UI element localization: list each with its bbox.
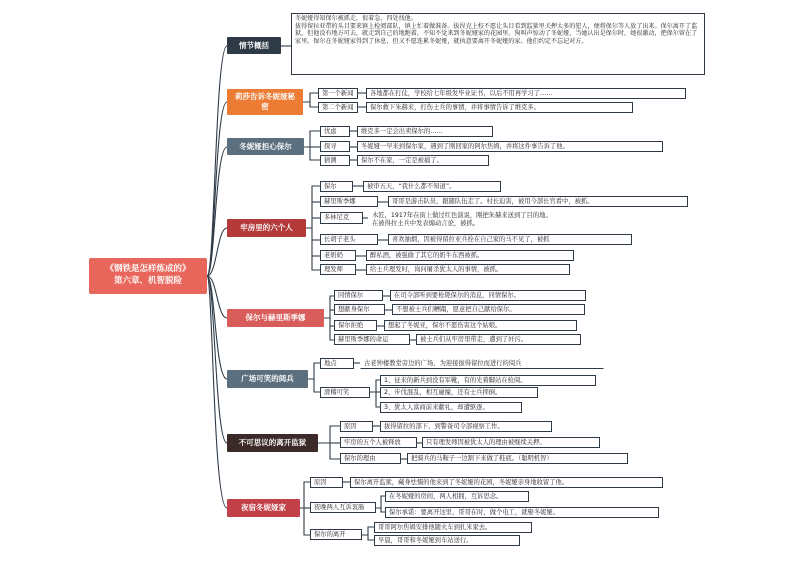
lisa-news-1-value: 各地都在打仗，学校给七年级发毕业证书，以后不用再学习了…… [366,88,686,99]
night-leave-item-1: 哥哥阿尔焦姆安排他随火车到扎米家去。 [374,522,532,533]
branch-worry: 冬妮娅担心保尔 [227,138,304,155]
paul-refuses-key: 保尔拒绝 [334,320,377,331]
christina-offer-value: 不想被士兵们糟蹋，愿意把自己献给保尔。 [392,304,585,315]
leave-reason-key: 原因 [340,421,373,432]
branch-plot-summary: 情节概括 [227,37,281,54]
branch-lisa-secret-label: 莉莎告诉冬妮娅秘密 [235,92,295,111]
parade-funny-item-3: 3、犹太人富商前来献礼，却遭驱逐。 [380,402,522,413]
prisoner-old-woman-key: 老奶奶 [320,250,356,261]
night-reason-key: 原因 [310,477,343,488]
root-title-line2: 第六章、机智脱险 [113,276,182,286]
parade-funny-item-2: 2、步伐混乱，相互碰撞，还有士兵摔倒。 [380,387,538,398]
worry-search-key: 探寻 [320,141,350,152]
prisoner-dolinik-key: 多林尼克 [320,212,363,224]
lisa-news-2-key: 第二个新闻 [318,102,358,113]
plot-summary-text: 冬妮娅得知保尔被抓走，很着急，四处找他。 拔得留拉亚带的头目要来镇上检阅部队，镇上忙着做准备。拔涅克上校不愿让头目看到监狱里关押太多的犯人，便将保尔等人放了出来。保尔离开了监狱，但他没有地方可去，就走到自己的地跑着，不知不觉来到冬妮娅家的花园里。狗叫声惊动了冬妮娅，当她认出是保尔时，她很激动，把保尔留在了家里。保尔在冬妮娅家得到了休息，但又不愿连累冬妮娅，就执意要离开冬妮娅的家。他们约定不忘记对方。 [291,13,705,75]
prisoner-old-man-value: 喜欢抽烟，因被得留拉亚兵拴在自己家的马不见了，被抓 [388,234,632,245]
night-reason-value: 保尔离开监狱，藏身怯懦的他来到了冬妮娅的花园，冬妮娅亲身地收留了他。 [350,477,663,488]
night-talk-key: 夜晚两人互诉衷肠 [310,502,376,513]
prisoner-christina-key: 赫里斯季娜 [320,196,378,207]
christina-sympathy-value: 在司令部听到要枪毙保尔的消息，同情保尔。 [390,290,586,301]
christina-sympathy-key: 同情保尔 [334,290,383,301]
prisoner-paul-key: 保尔 [320,181,353,192]
night-leave-item-2: 早晨，哥哥和冬妮娅到车站送行。 [374,535,520,546]
leave-reason-value: 拔得留拉的部下，到警备司令部视察工作。 [380,421,552,432]
branch-parade: 广场可笑的阅兵 [227,370,308,388]
prisoner-paul-value: 被审五天，“我什么都不知道”。 [363,181,501,192]
parade-funny-item-1: 1、征来的新兵到没有军靴，有的光着脚站在检阅。 [380,375,596,386]
night-talk-item-2: 保尔承诺：要离开这里，哥哥在时，做个电工，就娶冬妮娅。 [385,507,659,518]
lisa-news-1-key: 第一个新闻 [318,88,358,99]
prisoner-barber-value: 给士兵理发时，询问屠杀犹太人的事情，被抓。 [366,264,570,275]
prisoner-old-man-key: 长胡子老头 [320,234,378,245]
prisoner-barber-key: 理发师 [320,264,356,275]
branch-six-prisoners: 牢房里的六个人 [227,219,306,237]
worry-anxiety-value: 维克多一定会出卖保尔的…… [357,126,493,137]
christina-fate-key: 赫里斯季娜的命运 [334,334,410,345]
branch-leave-prison: 不可思议的离开监狱 [227,434,318,452]
leave-five-released-value: 只有理发师因被犹太人的理由被继续关押。 [422,437,600,448]
lisa-news-2-value: 保尔救下朱赫来，打伤士兵的事情，并将事情告诉了维克多。 [366,102,633,113]
prisoner-old-woman-value: 醉私酒，被强偷了其它的奶牛东西被抓。 [366,250,574,261]
christina-fate-value: 被士兵们从牢房里带走，遭到了奸污。 [416,334,581,345]
prisoner-christina-value: 哥哥是游击队员，跟随队伍走了。村长迫害，被用今部长官看中，被抓。 [388,196,688,207]
worry-anxiety-key: 忧虑 [320,126,350,137]
worry-search-value: 冬妮娅一早来到保尔家，遇到了刚回家的阿尔焦姆，并将这件事告诉了他。 [357,141,663,152]
leave-paul-reason-key: 保尔的理由 [340,453,401,464]
parade-place-key: 地点 [320,358,354,369]
night-leave-key: 保尔的离开 [310,529,362,540]
christina-offer-key: 想献身保尔 [334,304,385,315]
branch-paul-christina: 保尔与赫里斯季娜 [227,309,324,327]
paul-refuses-value: 想起了冬妮亚，保尔不愿伤害这个姑娘。 [384,320,577,331]
root-title-line1: 《钢铁是怎样炼成的》 [105,264,191,274]
parade-place-value: 古老钟楼教堂旁边的广场，为迎接拔得留拉而进行的阅兵 [360,358,604,369]
worry-guess-key: 猜测 [320,155,350,166]
leave-five-released-key: 牢房的五个人被释放 [340,437,417,448]
prisoner-dolinik-value: 木匠，1917年在街上做过红色演说，刚把朱赫来送到了目的地。 在被得拉士兵中发表煽动言论，被抓。 [368,210,630,229]
parade-funny-key: 滑稽可笑 [320,387,370,398]
root-topic [89,258,207,294]
worry-guess-value: 保尔不在家，一定是被捕了。 [357,155,489,166]
branch-lisa-secret [227,89,303,115]
leave-paul-reason-value: 把骑兵的马鞍子一边割下来做了鞋底。（聪明机智） [407,453,628,464]
branch-night-stay: 夜宿冬妮娅家 [227,499,300,517]
night-talk-item-1: 在冬妮娅的房间，两人相拥，互诉思念。 [385,491,529,502]
